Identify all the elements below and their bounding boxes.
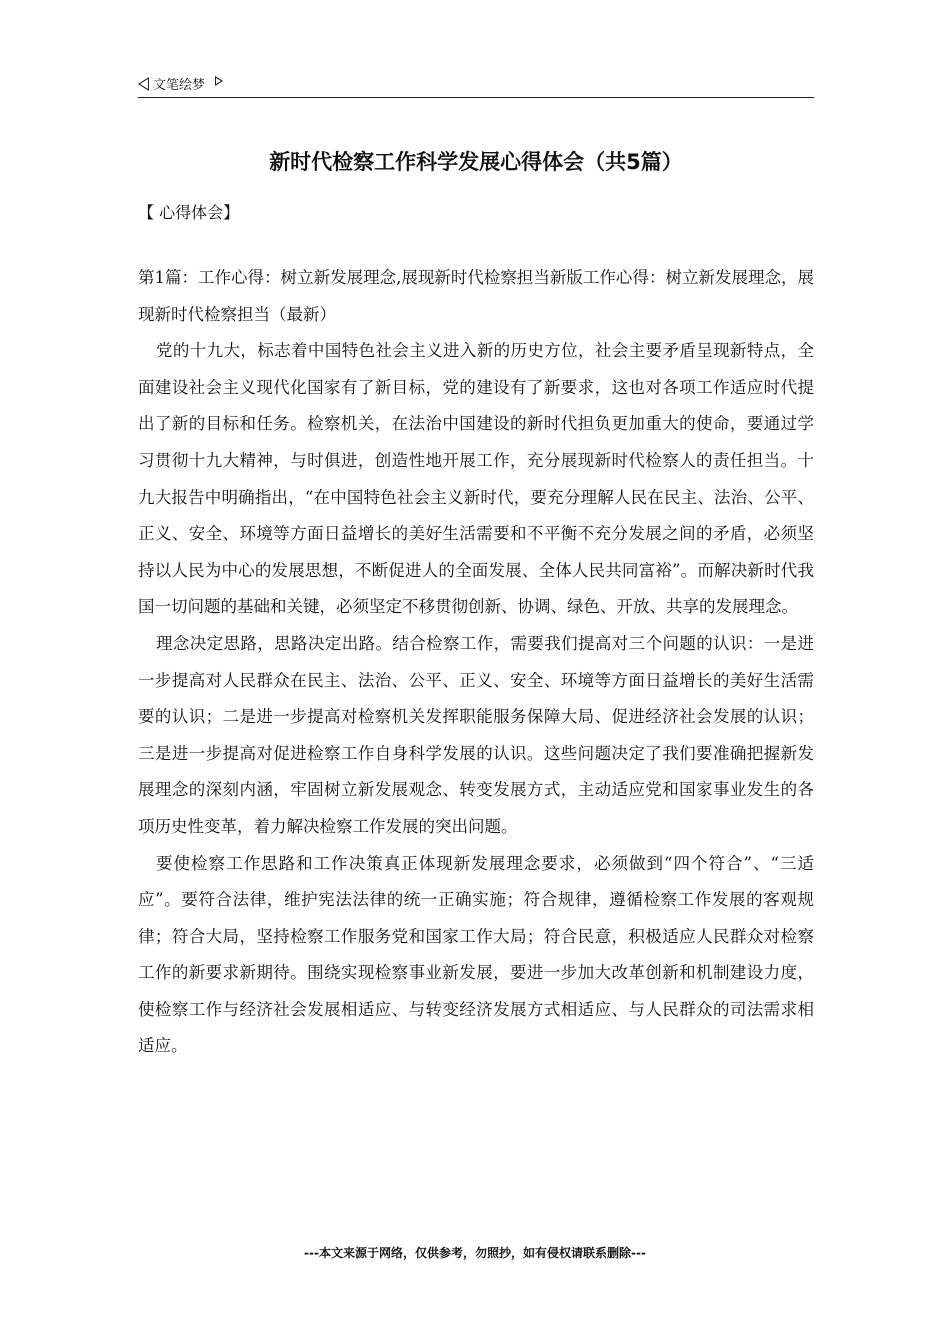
paragraph: 理念决定思路，思路决定出路。结合检察工作，需要我们提高对三个问题的认识：一是进一步提高对人民群众在民主、法治、公平、正义、安全、环境等方面日益增长的美好生活需要的认识；二是进一步提高对检察机关发挥职能服务保障大局、促进经济社会发展的认识；三是进一步提高对促进检察工作自身科学发展的认识。这些问题决定了我们要准确把握新发展理念的深刻内涵，牢固树立新发展观念、转变发展方式，主动适应党和国家事业发生的各项历史性变革，着力解决检察工作发展的突出问题。 — [138, 633, 814, 836]
brand — [138, 74, 814, 93]
page-header — [138, 74, 814, 98]
footer-disclaimer: ---本文来源于网络，仅供参考，勿照抄，如有侵权请联系删除--- — [304, 1246, 646, 1260]
paragraph: 党的十九大，标志着中国特色社会主义进入新的历史方位，社会主要矛盾呈现新特点，全面建设社会主义现代化国家有了新目标，党的建设有了新要求，这也对各项工作适应时代提出了新的目标和任务。检察机关，在法治中国建设的新时代担负更加重大的使命，要通过学习贯彻十九大精神，与时俱进，创造性地开展工作，充分展现新时代检察人的责任担当。十九大报告中明确指出，“在中国特色社会主义新时代，要充分理解人民在民主、法治、公平、正义、安全、环境等方面日益增长的美好生活需要和不平衡不充分发展之间的矛盾，必须坚持以人民为中心的发展思想，不断促进人的全面发展、全体人民共同富裕”。而解决新时代我国一切问题的基础和关键，必须坚定不移贯彻创新、协调、绿色、开放、共享的发展理念。 — [138, 341, 814, 617]
header-divider — [138, 97, 814, 98]
paragraph: 第1篇：工作心得：树立新发展理念,展现新时代检察担当新版工作心得：树立新发展理念，展现新时代检察担当（最新） — [138, 268, 814, 324]
brand-name: 文笔绘梦 — [153, 78, 206, 93]
triangle-left-icon — [138, 77, 149, 91]
category-label: 【 心得体会】 — [138, 203, 240, 222]
paragraph: 要使检察工作思路和工作决策真正体现新发展理念要求，必须做到“四个符合”、“三适应”。要符合法律，维护宪法法律的统一正确实施；符合规律，遵循检察工作发展的客观规律；符合大局，坚持检察工作服务党和国家工作大局；符合民意，积极适应人民群众对检察工作的新要求新期待。围绕实现检察事业新发展，要进一步加大改革创新和机制建设力度，使检察工作与经济社会发展相适应、与转变经济发展方式相适应、与人民群众的司法需求相适应。 — [138, 853, 814, 1056]
document-body — [138, 260, 814, 1065]
triangle-right-icon — [215, 76, 223, 86]
document-title: 新时代检察工作科学发展心得体会（共5篇） — [269, 150, 683, 174]
